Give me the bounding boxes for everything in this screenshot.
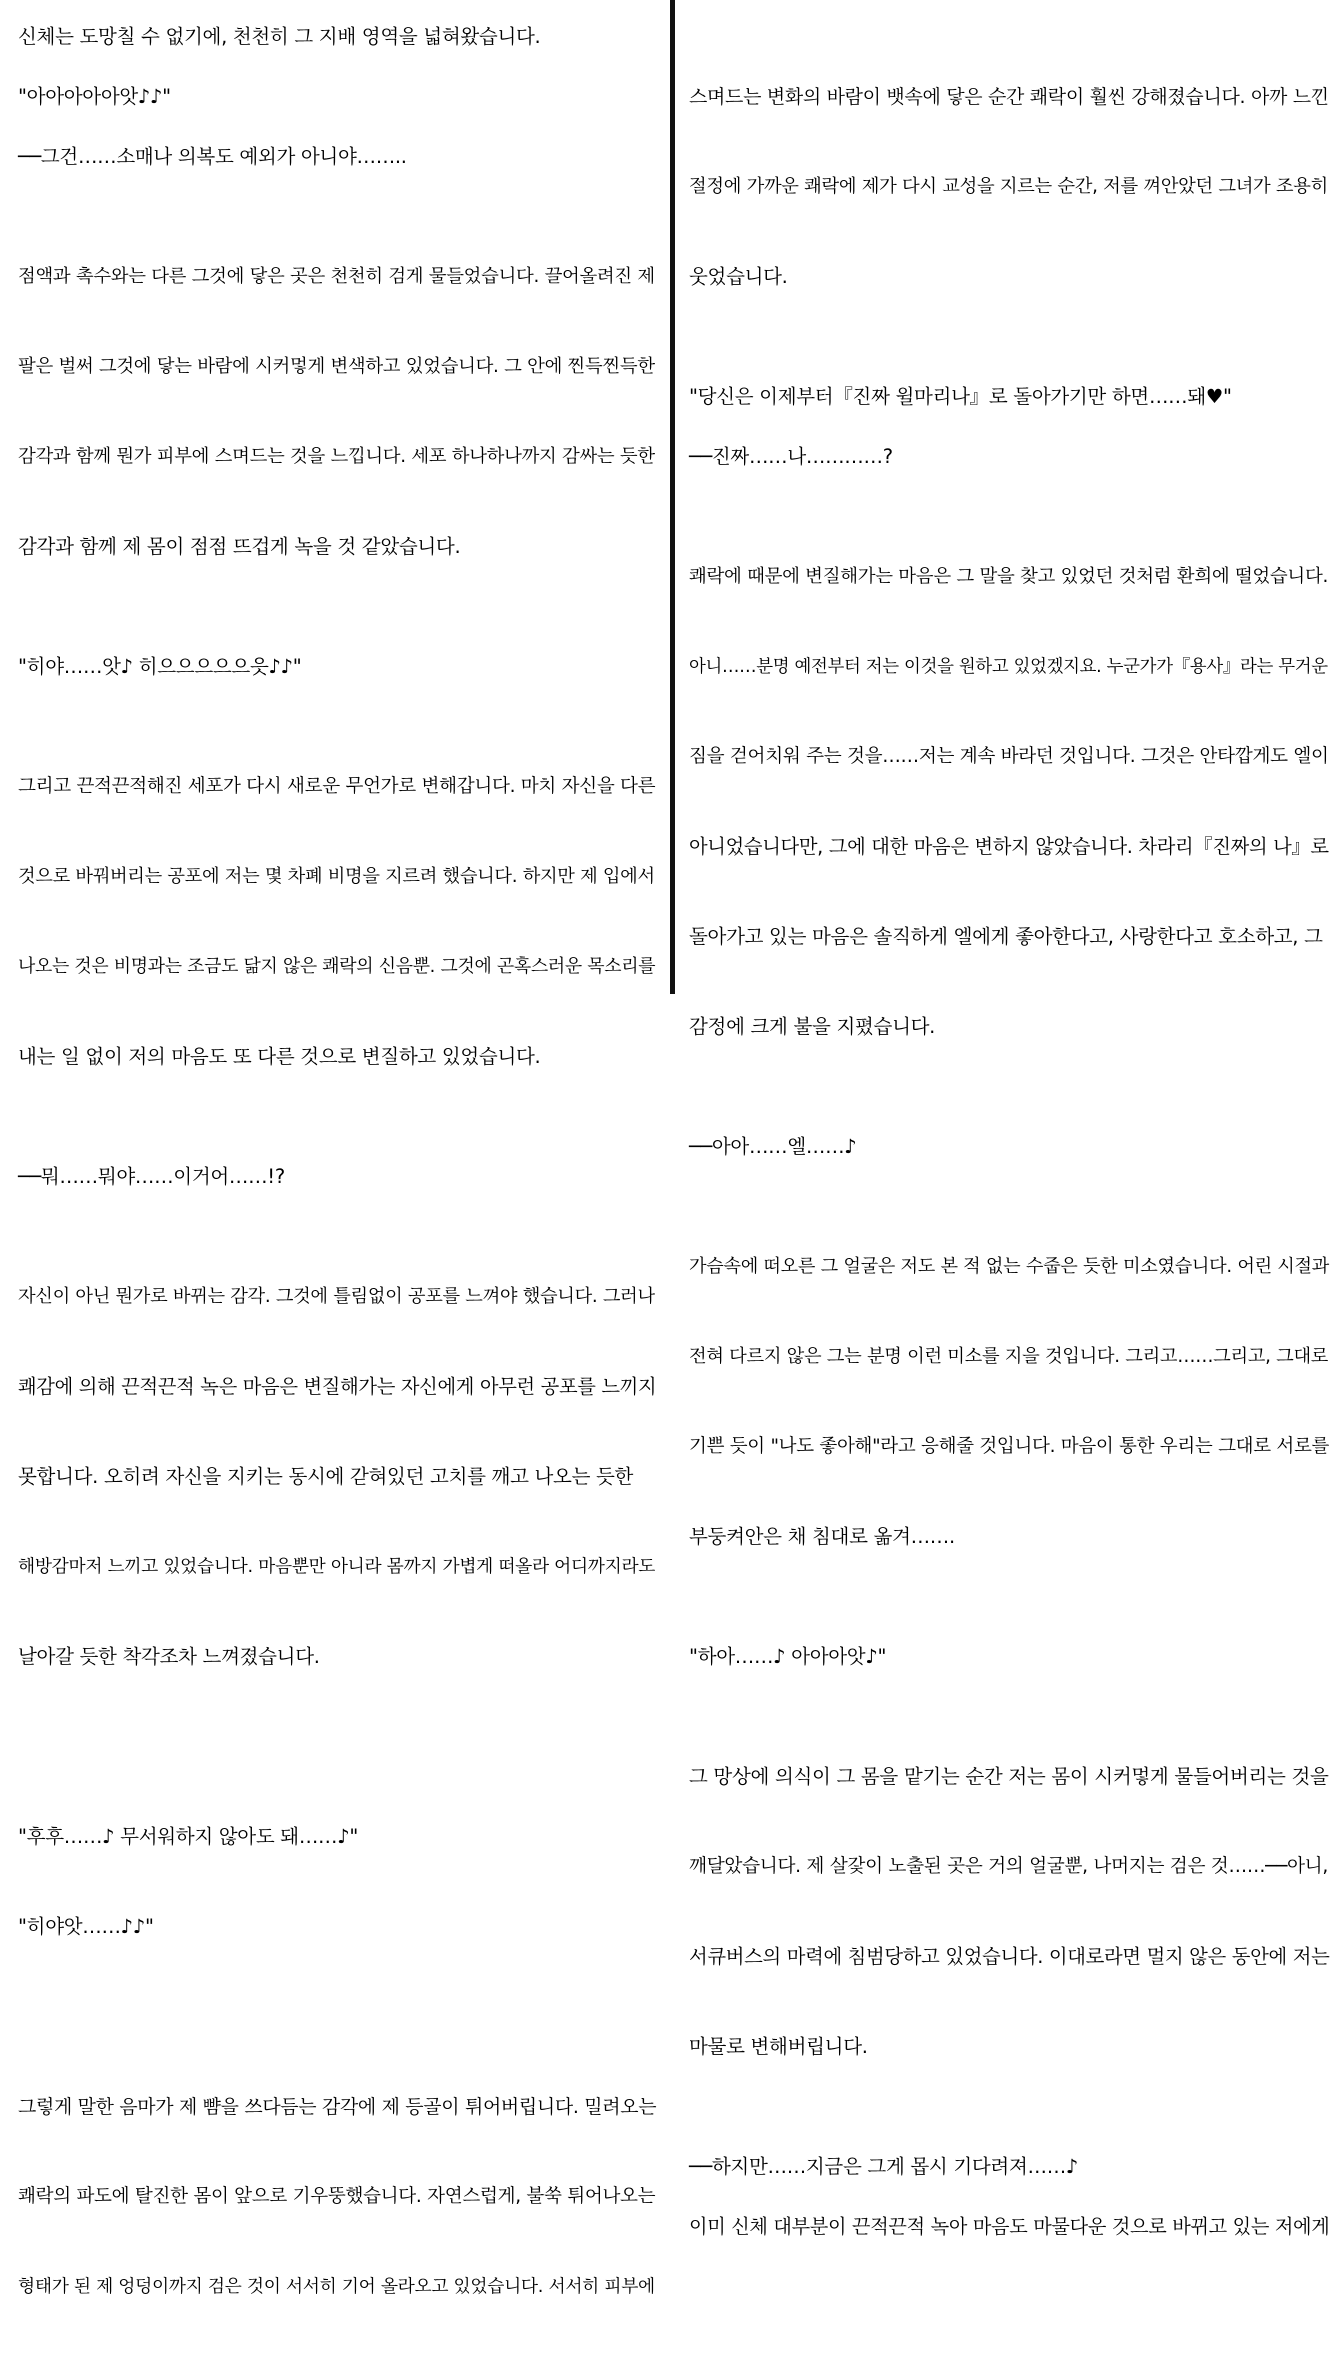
text-line: "히야……앗♪ 히으으으으으읏♪♪"	[18, 655, 302, 678]
text-line: 것으로 바꿔버리는 공포에 저는 몇 차폐 비명을 지르려 했습니다. 하지만 제 입에서	[18, 866, 655, 887]
text-line: 아니……분명 예전부터 저는 이것을 원하고 있었겠지요. 누군가가『용사』라는 무거운	[689, 657, 1328, 677]
text-line: 스며드는 변화의 바람이 뱃속에 닿은 순간 쾌락이 훨씬 강해졌습니다. 아까 느낀	[689, 86, 1329, 108]
paragraph	[18, 22, 660, 52]
inner-monologue	[689, 2152, 1333, 2182]
paragraph	[689, 2212, 1333, 2242]
text-line: "하아……♪ 아아아앗♪"	[689, 1645, 887, 1668]
paragraph	[18, 1222, 660, 1732]
paragraph	[18, 2032, 660, 2362]
text-line: 날아갈 듯한 착각조차 느껴졌습니다.	[18, 1645, 320, 1668]
text-line: 서큐버스의 마력에 침범당하고 있었습니다. 이대로라면 멀지 않은 동안에 저는	[689, 1945, 1330, 1968]
paragraph	[689, 1192, 1333, 1612]
text-line: "후후……♪ 무서워하지 않아도 돼……♪"	[18, 1825, 359, 1848]
inner-monologue	[18, 1162, 660, 1192]
text-line: "아아아아아앗♪♪"	[18, 85, 171, 108]
text-line: ──그건……소매나 의복도 예외가 아니야……..	[18, 145, 407, 168]
paragraph	[18, 202, 660, 622]
inner-monologue	[689, 442, 1333, 472]
paragraph	[689, 22, 1333, 352]
text-line: 그 망상에 의식이 그 몸을 맡기는 순간 저는 몸이 시커멓게 물들어버리는 것을	[689, 1765, 1329, 1788]
text-line: "당신은 이제부터『진짜 윌마리나』로 돌아가기만 하면……돼♥"	[689, 385, 1232, 408]
text-line: ──하지만……지금은 그게 몹시 기다려져……♪	[689, 2155, 1079, 2178]
text-line: 형태가 된 제 엉덩이까지 검은 것이 서서히 기어 올라오고 있었습니다. 서서히 피부에	[18, 2277, 655, 2297]
text-line: ──진짜……나…………?	[689, 445, 893, 468]
text-line: "히야앗……♪♪"	[18, 1915, 154, 1938]
dialogue-line	[689, 1642, 1333, 1672]
dialogue-line	[18, 82, 660, 112]
text-line: 기쁜 듯이 "나도 좋아해"라고 응해줄 것입니다. 마음이 통한 우리는 그대로 서로를	[689, 1436, 1330, 1457]
page-divider	[670, 0, 675, 994]
text-line: ──뭐……뭐야……이거어……!?	[18, 1165, 285, 1188]
text-line: 웃었습니다.	[689, 265, 788, 288]
text-line: 쾌감에 의해 끈적끈적 녹은 마음은 변질해가는 자신에게 아무런 공포를 느끼지	[18, 1375, 657, 1398]
text-line: 나오는 것은 비명과는 조금도 닮지 않은 쾌락의 신음뿐. 그것에 곤혹스러운 목소리를	[18, 956, 656, 977]
text-line: 감각과 함께 제 몸이 점점 뜨겁게 녹을 것 같았습니다.	[18, 535, 461, 558]
text-line: 점액과 촉수와는 다른 그것에 닿은 곳은 천천히 검게 물들었습니다. 끌어올려진 제	[18, 266, 655, 287]
right-page	[677, 0, 1341, 2238]
dialogue-line	[18, 652, 660, 682]
paragraph	[18, 712, 660, 1132]
paragraph	[689, 502, 1333, 1102]
text-line: 아니었습니다만, 그에 대한 마음은 변하지 않았습니다. 차라리『진짜의 나』로	[689, 835, 1329, 858]
text-line: 이미 신체 대부분이 끈적끈적 녹아 마음도 마물다운 것으로 바뀌고 있는 저에게	[689, 2215, 1330, 2238]
dialogue-line	[689, 382, 1333, 412]
left-page	[0, 0, 670, 2297]
inner-monologue	[18, 142, 660, 172]
text-line: 절정에 가까운 쾌락에 제가 다시 교성을 지르는 순간, 저를 껴안았던 그녀가 조용히	[689, 176, 1329, 197]
text-line: 감각과 함께 뭔가 피부에 스며드는 것을 느낍니다. 세포 하나하나까지 감싸는 듯한	[18, 446, 655, 467]
text-line: 그리고 끈적끈적해진 세포가 다시 새로운 무언가로 변해갑니다. 마치 자신을 다른	[18, 776, 656, 797]
text-line: 전혀 다르지 않은 그는 분명 이런 미소를 지을 것입니다. 그리고……그리고, 그대로	[689, 1346, 1329, 1367]
text-line: 자신이 아닌 뭔가로 바뀌는 감각. 그것에 틀림없이 공포를 느껴야 했습니다. 그러나	[18, 1286, 655, 1307]
text-line: 부둥켜안은 채 침대로 옮겨…….	[689, 1525, 955, 1548]
text-line: 해방감마저 느끼고 있었습니다. 마음뿐만 아니라 몸까지 가볍게 떠올라 어디까지라도	[18, 1557, 656, 1577]
text-line: 짐을 걷어치워 주는 것을……저는 계속 바라던 것입니다. 그것은 안타깝게도 엘이	[689, 746, 1329, 767]
inner-monologue	[689, 1132, 1333, 1162]
text-line: 못합니다. 오히려 자신을 지키는 동시에 갇혀있던 고치를 깨고 나오는 듯한	[18, 1465, 634, 1488]
text-line: 쾌락의 파도에 탈진한 몸이 앞으로 기우뚱했습니다. 자연스럽게, 불쑥 튀어나오는	[18, 2186, 656, 2207]
text-line: ──아아……엘……♪	[689, 1135, 857, 1158]
paragraph	[689, 1702, 1333, 2122]
dialogue-line	[18, 1762, 660, 2002]
text-line: 깨달았습니다. 제 살갗이 노출된 곳은 거의 얼굴뿐, 나머지는 검은 것……──아니,	[689, 1856, 1328, 1877]
text-line: 가슴속에 떠오른 그 얼굴은 저도 본 적 없는 수줍은 듯한 미소였습니다. 어린 시절과	[689, 1256, 1330, 1277]
text-line: 팔은 벌써 그것에 닿는 바람에 시커멓게 변색하고 있었습니다. 그 안에 찐득찐득한	[18, 356, 655, 377]
text-line: 그렇게 말한 음마가 제 뺨을 쓰다듬는 감각에 제 등골이 튀어버립니다. 밀려오는	[18, 2096, 657, 2118]
text-line: 돌아가고 있는 마음은 솔직하게 엘에게 좋아한다고, 사랑한다고 호소하고, 그	[689, 925, 1323, 948]
text-line: 내는 일 없이 저의 마음도 또 다른 것으로 변질하고 있었습니다.	[18, 1045, 541, 1068]
text-line: 신체는 도망칠 수 없기에, 천천히 그 지배 영역을 넓혀왔습니다.	[18, 25, 541, 48]
text-line: 쾌락에 때문에 변질해가는 마음은 그 말을 찾고 있었던 것처럼 환희에 떨었습니다.	[689, 566, 1329, 587]
text-line: 감정에 크게 불을 지폈습니다.	[689, 1015, 936, 1038]
text-line: 마물로 변해버립니다.	[689, 2035, 868, 2058]
